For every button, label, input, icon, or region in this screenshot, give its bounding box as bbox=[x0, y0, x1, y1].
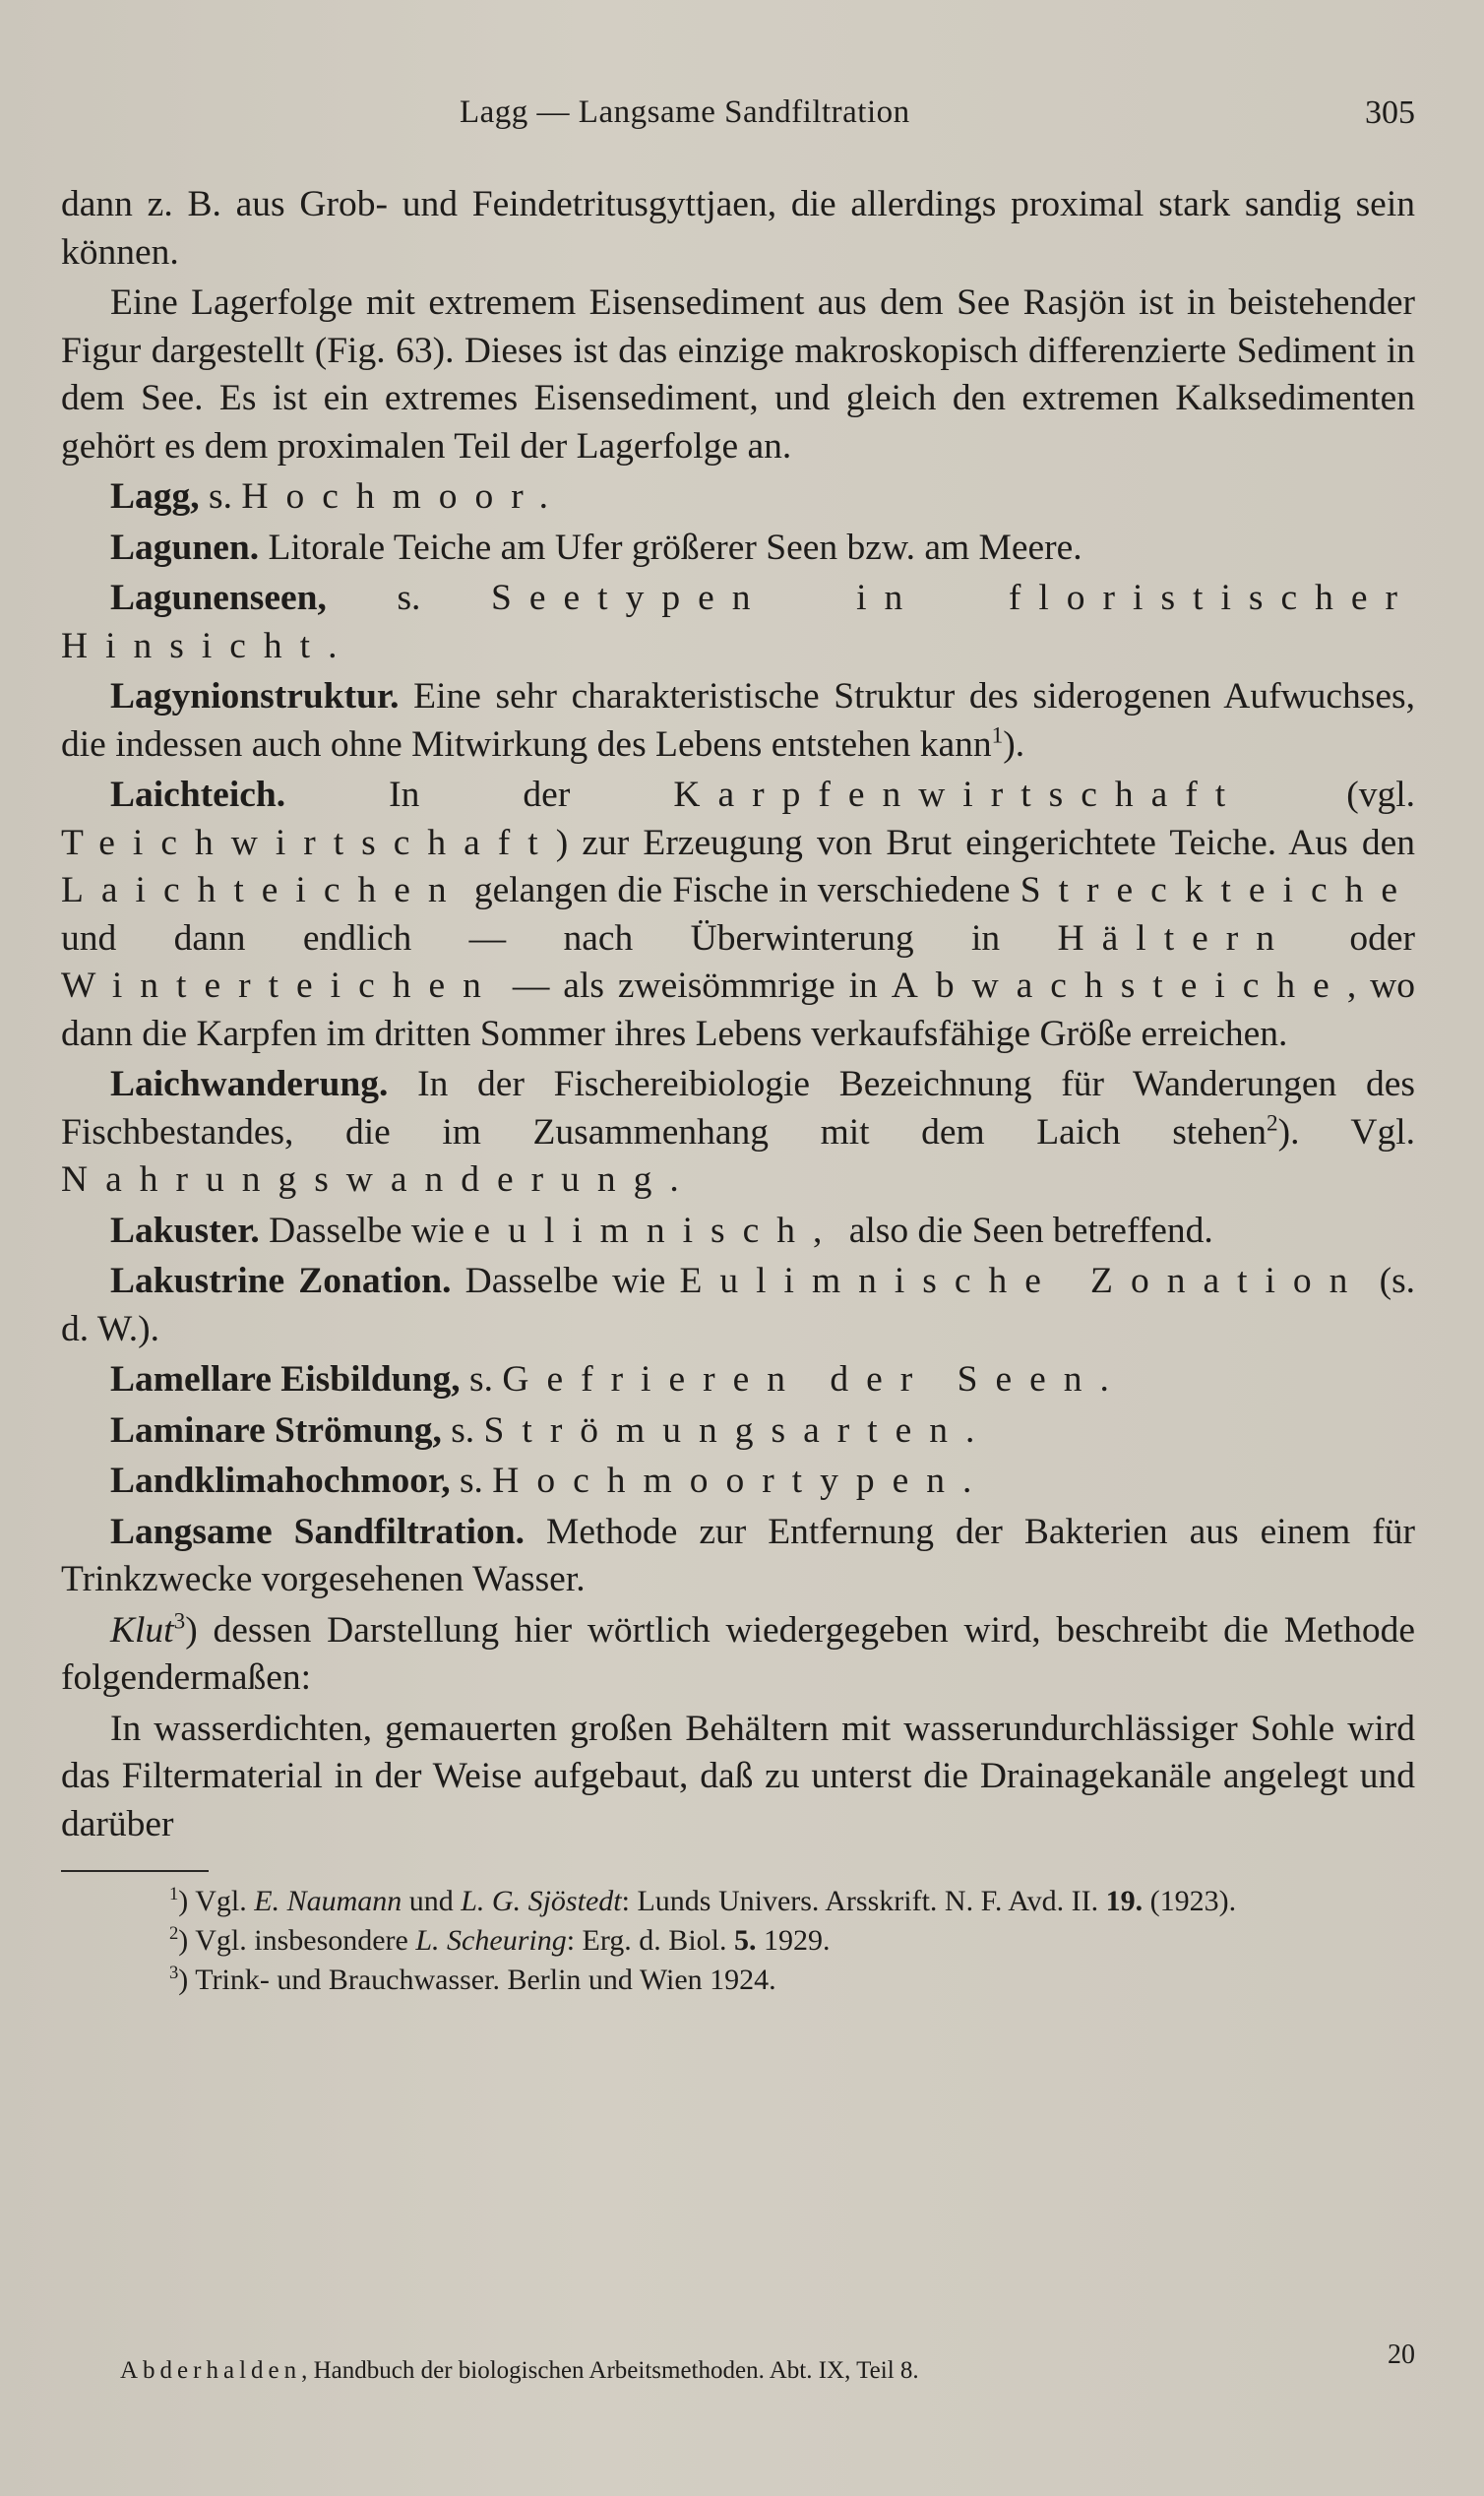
author-name: Klut bbox=[110, 1609, 174, 1651]
entry-term: Lagg, bbox=[110, 476, 200, 517]
page-number: 305 bbox=[1365, 94, 1415, 131]
paragraph-lagerfolge: Eine Lagerfolge mit extremem Eisensediment aus dem See Rasjön ist in beistehender Figur dargestellt (Fig. 63). Dieses ist das einzige makroskopisch differenzierte Sediment in dem See. Es ist ein extremes Eisensediment, und gleich den extremen Kalksedimenten gehört es dem proximalen Teil der Lagerfolge an. bbox=[61, 282, 1415, 467]
entry-laminare-stroemung: Laminare Strömung, s. Strömungsarten. bbox=[110, 1409, 993, 1451]
paragraph-filter-description: In wasserdichten, gemauerten großen Behältern mit wasserundurchlässiger Sohle wird das Filtermaterial in der Weise aufgebaut, daß zu unterst die Drainagekanäle angelegt und darüber bbox=[61, 1708, 1415, 1844]
entry-term: Lagunenseen, bbox=[110, 578, 327, 618]
footnote-mark: 1 bbox=[991, 722, 1004, 748]
entry-term: Lakuster. bbox=[110, 1210, 260, 1251]
cross-reference: Strömungsarten. bbox=[483, 1409, 993, 1451]
running-title: Lagg — Langsame Sandfiltration bbox=[460, 94, 910, 130]
footnote-1: $^1$) Vgl. E. Naumann und L. G. Sjöstedt: Lunds Univers. Arsskrift. N. F. Avd. II. 19. (1923). bbox=[169, 1884, 1237, 1917]
entry-term: Lakustrine Zonation. bbox=[110, 1261, 452, 1301]
entry-lagunen: Lagunen. Litorale Teiche am Ufer größerer Seen bzw. am Meere. bbox=[110, 527, 1082, 568]
entry-term: Lagunen. bbox=[110, 527, 260, 568]
entry-term: Lamellare Eisbildung, bbox=[110, 1359, 461, 1400]
entry-laichteich: Laichteich. In der Karpfenwirtschaft (vgl. Teichwirtschaft) zur Erzeugung von Brut eingerichtete Teiche. Aus den Laichteichen gelangen die Fische in verschiedene Streckteiche und dann endlich — nach Überwinterung in Hältern oder Winterteichen — als zweisömmrige in Abwachsteiche, wo dann die Karpfen im dritten Sommer ihres Lebens verkaufsfähige Größe erreichen. bbox=[61, 775, 1416, 1054]
entry-lamellare-eisbildung: Lamellare Eisbildung, s. Gefrieren der Seen. bbox=[110, 1359, 1127, 1400]
entry-landklimahochmoor: Landklimahochmoor, s. Hochmoortypen. bbox=[110, 1461, 990, 1501]
footnote-3: $^3$) Trink- und Brauchwasser. Berlin und Wien 1924. bbox=[169, 1963, 776, 1996]
main-text bbox=[61, 181, 1415, 1848]
entry-term: Laichteich. bbox=[110, 775, 286, 815]
footnote-rule bbox=[61, 1870, 209, 1872]
entry-laichwanderung: Laichwanderung. In der Fischereibiologie Bezeichnung für Wanderungen des Fischbestandes, die im Zusammenhang mit dem Laich stehen$^2$). Vgl. Nahrungswanderung. bbox=[61, 1064, 1416, 1200]
entry-term: Laminare Strömung, bbox=[110, 1409, 442, 1451]
entry-term: Laichwanderung. bbox=[110, 1064, 389, 1104]
cross-reference: eulimnisch, bbox=[473, 1210, 840, 1251]
entry-term: Landklimahochmoor, bbox=[110, 1461, 451, 1501]
footnote-2: $^2$) Vgl. insbesondere L. Scheuring: Erg. d. Biol. 5. 1929. bbox=[169, 1923, 831, 1957]
page-header bbox=[61, 87, 1415, 146]
cross-reference: Nahrungswanderung. bbox=[61, 1159, 697, 1200]
page-footer bbox=[120, 2340, 1415, 2385]
signature-mark: 20 bbox=[1388, 2340, 1415, 2370]
entry-lagynionstruktur: Lagynionstruktur. Eine sehr charakteristische Struktur des siderogenen Aufwuchses, die indessen auch ohne Mitwirkung des Lebens entstehen kann$^1$). bbox=[61, 676, 1415, 765]
footnotes bbox=[61, 1882, 1415, 2000]
footer-text: , Handbuch der biologischen Arbeitsmethoden. Abt. IX, Teil 8. bbox=[301, 2357, 919, 2384]
cross-reference: Hochmoortypen. bbox=[492, 1461, 990, 1501]
entry-lakustrine-zonation: Lakustrine Zonation. Dasselbe wie Eulimnische Zonation (s. d. W.). bbox=[61, 1261, 1416, 1349]
cross-reference: Hochmoor. bbox=[241, 476, 567, 517]
entry-langsame-sandfiltration: Langsame Sandfiltration. Methode zur Entfernung der Bakterien aus einem für Trinkzwecke vorgesehenen Wasser. bbox=[61, 1511, 1416, 1599]
paragraph-klut: Klut$^3$) dessen Darstellung hier wörtlich wiedergegeben wird, beschreibt die Methode folgendermaßen: bbox=[61, 1608, 1415, 1698]
cross-reference: Gefrieren der Seen. bbox=[502, 1359, 1127, 1400]
entry-term: Langsame Sandfiltration. bbox=[110, 1511, 526, 1552]
paragraph-continuation: dann z. B. aus Grob- und Feindetritusgyttjaen, die allerdings proximal stark sandig sein können. bbox=[61, 184, 1415, 273]
entry-lagunenseen: Lagunenseen, s. Seetypen in floristischer Hinsicht. bbox=[61, 578, 1415, 666]
entry-term: Lagynionstruktur. bbox=[110, 676, 400, 717]
footnote-mark: 3 bbox=[173, 1608, 186, 1634]
cross-reference: Seetypen in floristischer Hinsicht. bbox=[61, 578, 1415, 666]
footer-author: Abderhalden bbox=[120, 2357, 302, 2384]
footnote-mark: 2 bbox=[1267, 1110, 1278, 1136]
entry-lakuster: Lakuster. Dasselbe wie eulimnisch, also die Seen betreffend. bbox=[110, 1210, 1213, 1251]
cross-reference: Eulimnische Zonation bbox=[679, 1261, 1366, 1301]
entry-lagg: Lagg, s. Hochmoor. bbox=[110, 476, 567, 517]
